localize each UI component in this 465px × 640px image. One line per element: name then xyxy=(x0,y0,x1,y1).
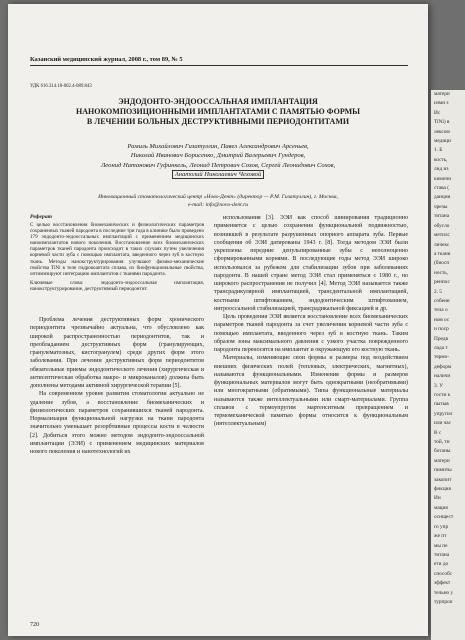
adjacent-page-fragment: титана xyxy=(434,551,450,558)
adjacent-page-fragment: турпроп xyxy=(434,598,453,605)
adjacent-page-fragment: лид из xyxy=(434,166,449,173)
adjacent-page-fragment: ети до xyxy=(434,561,449,568)
adjacent-page-fragment: го упр xyxy=(434,523,449,530)
adjacent-page-fragment: мы пе xyxy=(434,542,448,549)
adjacent-page-fragment: медици xyxy=(434,138,451,145)
body-paragraph: использования [3]. ЭЭИ как способ шинирования традиционно применяется с целью сохранения функциональной подвижностью, возникшей в результате разрушенных опорного аппарата зуба. Первые сообщения об ЭЭИ датированы 1943 г. [8]. Тогда методом ЭЭИ были укреплены передние депульпированные зубы с неполноценно сформированными корнями. В последующие годы метод ЭЭИ широко использовался за рубежом для стабилизации зубов при заболеваниях пародонта. В нашей стране метод ЭЭИ стал применяться с 1980 г., но широкого распространения не получил [4]. Метод ЭЭИ называется также трансрадикулярной имплантацией, трансдентальной имплантацией, костными штифтованием, эндодонтическим штифтованием, интрооссальной стабилизацией, трансрадикальной фиксацией и др. xyxy=(214,215,408,312)
adjacent-page-fragment: (биосп xyxy=(434,260,450,267)
adjacent-page-fragment: термо- xyxy=(434,354,449,361)
body-paragraph: Проблема лечения деструктивных форм хронического периодонтита чрезвычайно актуальна, что обусловлено как широкой распространенностью периодонтитов, так и преобладанием деструктивных форм (гранулирующих, гранулематозных, кистогранулем) среди других форм этого заболевания. При лечении деструктивных форм периодонтитов обязательные приемы эндодонтического лечения (хирургическая и антисептическая обработка макро- и микроканалов) должны быть дополнены методами активной хирургической терапии [5]. xyxy=(30,317,204,390)
title-line: НАНОКОМПОЗИЦИОННЫМИ ИМПЛАНТАТАМИ С ПАМЯТЬЮ ФОРМЫ xyxy=(76,107,360,116)
author-line: Рамиль Михайлович Гизатуллин, Павел Александрович Арсеньев, xyxy=(127,143,309,150)
adjacent-page-fragment: закопит xyxy=(434,476,452,483)
adjacent-page-fragment: изми з xyxy=(434,100,449,107)
abstract-heading: Реферат xyxy=(30,214,52,220)
affiliation xyxy=(48,194,388,209)
body-paragraph: На современном уровне развития стоматологии актуально не удаление зубов, а восстановление биомеханических и физиологических параметров сохранившихся тканей пародонта. Нормализация функциональной нагрузки на ткани пародонта значительно уменьшает резорбтивные процессы кости в челюсти [2]. Добиться этого можно методом эндодонто-эндооссальной имплантации (ЭЭИ) с применением медицинских материалов нового поколения и нанотехнологий их xyxy=(30,391,204,456)
adjacent-page-fragment: Ис xyxy=(434,109,441,116)
adjacent-page-fragment: Предв xyxy=(434,335,448,342)
adjacent-page-fragment: упругил xyxy=(434,410,453,417)
adjacent-page-fragment: наличи xyxy=(434,373,451,380)
adjacent-page-fragment: и поср xyxy=(434,326,449,333)
udk-code: УДК 616.314.18-002.4-089.843 xyxy=(30,84,92,89)
article-title xyxy=(48,97,388,127)
journal-header: Казанский медицинский журнал, 2008 г., том 89, № 5 xyxy=(30,56,408,66)
adjacent-page-fragment: личекс xyxy=(434,241,450,248)
title-line: ЭНДОДОНТО-ЭНДООССАЛЬНАЯ ИМПЛАНТАЦИЯ xyxy=(118,97,318,106)
adjacent-page-fragment: лада т xyxy=(434,344,448,351)
adjacent-page-fragment: 1. Б xyxy=(434,147,443,154)
adjacent-page-fragment: Ин xyxy=(434,495,441,502)
author-list xyxy=(48,142,388,179)
adjacent-page-fragment: собенн xyxy=(434,297,450,304)
adjacent-page-fragment: лексом xyxy=(434,128,450,135)
adjacent-page-fragment: става ( xyxy=(434,185,449,192)
adjacent-page-fragment: ренпос xyxy=(434,279,450,286)
body-paragraph: Материалы, изменяющие свои формы и размеры под воздействием внешних физических полей (тепловых, электрических, магнитных), называются функциональными. Изменения формы и размеров функциональных материалов могут быть однократными (необратимыми) или многократными (обратимыми). Типы функциональные материалы называются также интеллектуальными или смарт-материалами. Группа сплавов с термоупругим мартенситным превращением и термомеханической памятью формы относится к функциональным (интеллектуальным) xyxy=(214,355,408,428)
adjacent-page-fragment: же пт xyxy=(434,533,447,540)
adjacent-page-fragment: метилс xyxy=(434,232,450,239)
body-paragraph: Цель проведения ЭЭИ является восстановление всех биомеханических параметров тканей пародонта за счет увеличения корневой части зуба с помощью имплантата, введенного через зуб в костную ткань. Таким образом зоны максимального давления с узкого участка поврежденного пародонта переносятся на имплантат и окружающую его костную ткань. xyxy=(214,314,408,353)
page-number: 720 xyxy=(30,622,39,628)
adjacent-page-fragment: ность, xyxy=(434,269,449,276)
adjacent-page-fragment: гости к xyxy=(434,392,451,398)
adjacent-page-fragment: пимиты xyxy=(434,467,452,474)
adjacent-page-fragment: кость, xyxy=(434,156,448,163)
adjacent-page-fragment: 2. 5 xyxy=(434,288,442,295)
author-line: Леонид Натанович Гуфинкель, Леонид Петрович Сохов, Сергей Леонидович Сохов, xyxy=(100,161,336,169)
journal-page xyxy=(8,4,428,636)
adjacent-page-fragment: а ткани xyxy=(434,250,451,257)
abstract-text: С целью восстановления биомеханических и физиологических параметров сохраненных тканей пародонта в последние три года в клинике было проведено 179 эндодонто-эндооссальных имплантаций с применением медицинских наноимплантатов нового поколения. Восстановление всех биомеханических параметров тканей пародонта происходит в таких случаях путем увеличения корневой части зуба с помощью имплантата, введенного через зуб в костную ткань. Методы нанокструктурирования улучшают физико-механические свойства TiNi в теле гидрокоаптата сплава, их биофункциональные свойства, оптимизируют интеграцию имплантатов с тканями пародонта. xyxy=(30,222,204,277)
affiliation-line: Инновационный стоматологический центр «Ново-Дент» (директор — Р.М. Гизатуллин), г. Москва, xyxy=(98,194,338,200)
left-column xyxy=(30,214,204,456)
author-line: Николай Иванович Борисенко, Дмитрий Валерьевич Гундеров, xyxy=(130,152,306,160)
adjacent-page-fragment: фикция xyxy=(434,486,451,493)
adjacent-page-fragment: матери xyxy=(434,91,450,97)
adjacent-page-fragment: TiNi) в xyxy=(434,119,450,126)
right-column xyxy=(214,214,408,429)
adjacent-page-fragment: чрезы xyxy=(434,203,448,210)
author-line-boxed: Анатолий Николаевич Чеховой xyxy=(172,170,265,179)
adjacent-page-fragment: или час xyxy=(434,420,452,427)
adjacent-page-fragment: той, тн xyxy=(434,439,450,446)
adjacent-page-fragment: ном ос xyxy=(434,316,450,323)
affiliation-email: e-mail: info@novo-dent.ru xyxy=(187,201,249,208)
adjacent-page-fragment: матери xyxy=(434,457,450,464)
adjacent-page-fragment: мация xyxy=(434,504,448,511)
adjacent-page-edge xyxy=(431,90,465,640)
title-line: В ЛЕЧЕНИИ БОЛЬНЫХ ДЕСТРУКТИВНЫМИ ПЕРИОДОНТИТАМИ xyxy=(86,117,350,126)
adjacent-page-fragment: данции xyxy=(434,194,451,201)
adjacent-page-fragment: обусло xyxy=(434,222,450,229)
adjacent-page-fragment: титана xyxy=(434,213,450,220)
adjacent-page-fragment: пытыв xyxy=(434,401,449,408)
adjacent-page-fragment: способс xyxy=(434,570,453,577)
adjacent-page-fragment: тела о xyxy=(434,307,448,314)
adjacent-page-fragment: эффект xyxy=(434,580,451,587)
adjacent-page-fragment: деформ xyxy=(434,363,452,370)
adjacent-page-fragment: 3. У xyxy=(434,382,444,389)
adjacent-page-fragment: В с xyxy=(434,429,442,436)
keywords: Ключевые слова: эндодонто-эндооссальная имплантация, нанокструктурирование, деструктивный периодонтит. xyxy=(30,279,204,292)
adjacent-page-fragment: кимичн xyxy=(434,175,452,182)
adjacent-page-fragment: ботаны xyxy=(434,448,451,455)
adjacent-page-fragment: оснщест xyxy=(434,514,454,521)
section-gap xyxy=(30,292,204,316)
adjacent-page-fragment: тельно у xyxy=(434,589,454,596)
